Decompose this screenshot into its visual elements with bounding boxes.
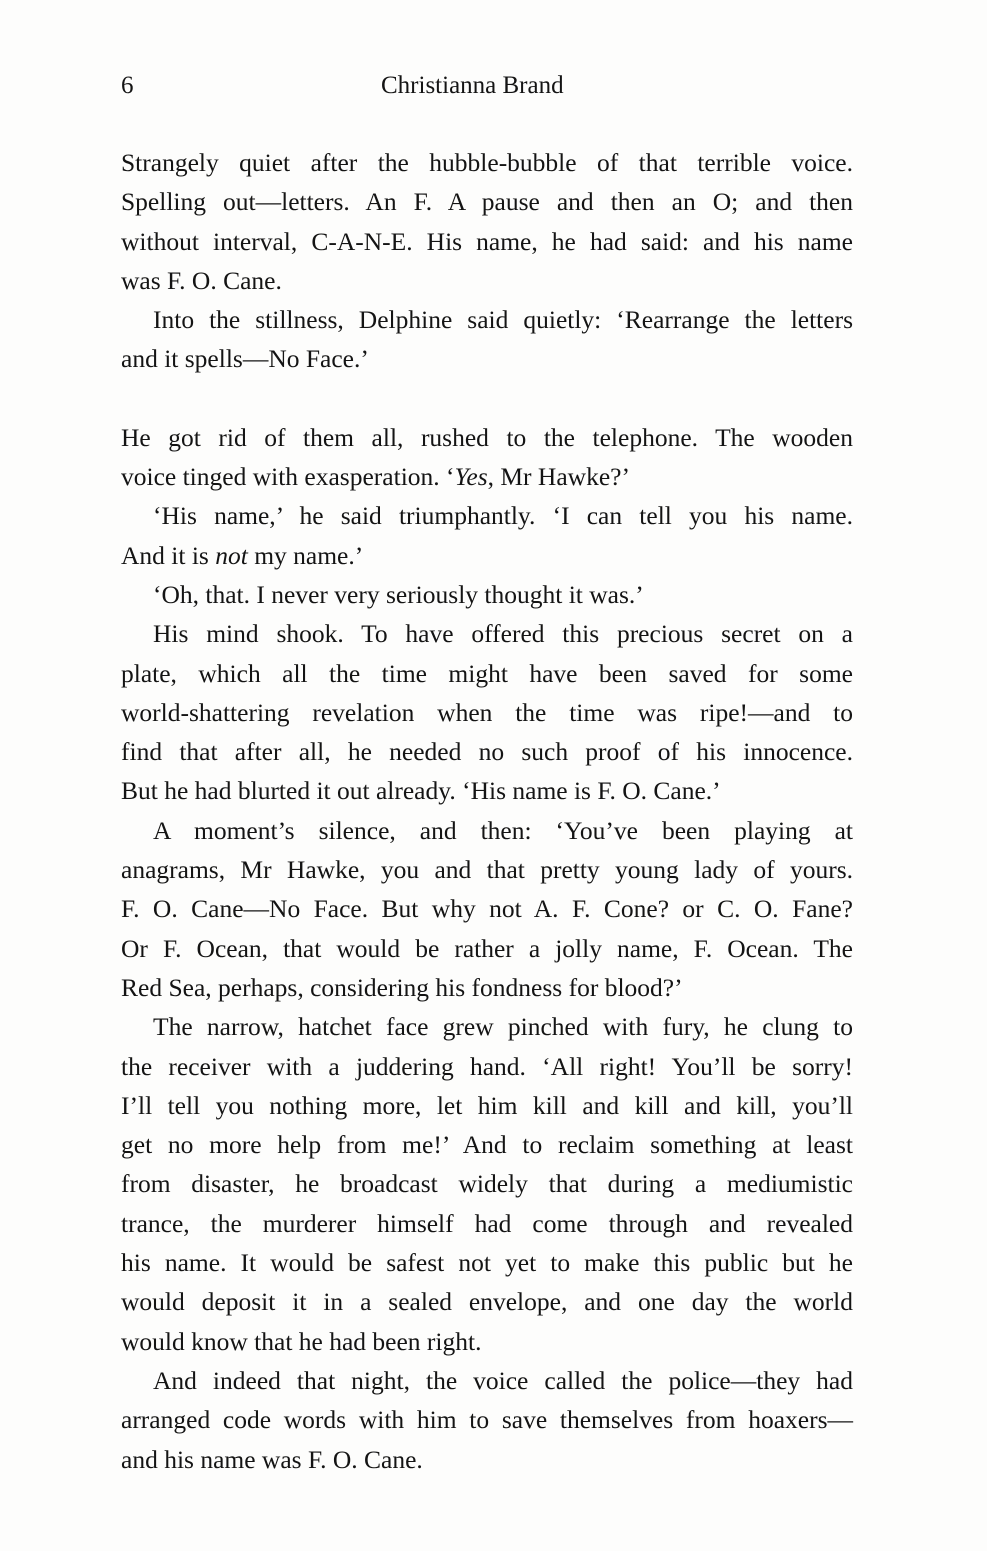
running-head: Christianna Brand	[381, 72, 564, 99]
text-line: Spelling out—letters. An F. A pause and then an O; and then	[121, 187, 853, 217]
paragraph	[121, 811, 853, 1007]
text-line: trance, the murderer himself had come through and revealed	[121, 1208, 853, 1238]
text-line: Into the stillness, Delphine said quietly: ‘Rearrange the letters	[153, 305, 853, 335]
paragraph	[121, 300, 853, 379]
text-line-italic-fragment: And it is not my name.’	[121, 540, 364, 570]
text-line: plate, which all the time might have been saved for some	[121, 658, 853, 688]
paragraph	[121, 614, 853, 810]
text-line: world-shattering revelation when the time was ripe!—and to	[121, 697, 853, 727]
paragraph	[121, 1361, 853, 1479]
text-line: He got rid of them all, rushed to the telephone. The wooden	[121, 422, 853, 452]
text-line: his name. It would be safest not yet to make this public but he	[121, 1248, 853, 1278]
text-line	[121, 536, 853, 575]
text-line: and his name was F. O. Cane.	[121, 1444, 423, 1474]
text-line: would deposit it in a sealed envelope, and one day the world	[121, 1287, 853, 1317]
text-line: ‘Oh, that. I never very seriously thought it was.’	[153, 579, 644, 609]
body-text	[121, 143, 853, 1479]
text-line: But he had blurted it out already. ‘His name is F. O. Cane.’	[121, 776, 721, 806]
text-line: A moment’s silence, and then: ‘You’ve been playing at	[153, 815, 853, 845]
paragraph	[121, 496, 853, 575]
paragraph	[121, 418, 853, 497]
text-line: without interval, C-A-N-E. His name, he had said: and his name	[121, 226, 853, 256]
text-line: F. O. Cane—No Face. But why not A. F. Cone? or C. O. Fane?	[121, 894, 853, 924]
text-line: And indeed that night, the voice called the police—they had	[153, 1365, 853, 1395]
text-line: Red Sea, perhaps, considering his fondness for blood?’	[121, 972, 683, 1002]
text-line: and it spells—No Face.’	[121, 344, 369, 374]
text-line	[121, 457, 853, 496]
text-line: from disaster, he broadcast widely that during a mediumistic	[121, 1169, 853, 1199]
paragraph	[121, 1007, 853, 1361]
paragraph	[121, 575, 853, 614]
text-line: Or F. Ocean, that would be rather a jolly name, F. Ocean. The	[121, 933, 853, 963]
text-line: ‘His name,’ he said triumphantly. ‘I can tell you his name.	[153, 501, 853, 531]
text-line: get no more help from me!’ And to reclaim something at least	[121, 1130, 853, 1160]
text-line: The narrow, hatchet face grew pinched with fury, he clung to	[153, 1012, 853, 1042]
text-line: was F. O. Cane.	[121, 265, 282, 295]
text-line: I’ll tell you nothing more, let him kill and kill and kill, you’ll	[121, 1090, 853, 1120]
paragraph	[121, 143, 853, 300]
text-line: anagrams, Mr Hawke, you and that pretty young lady of yours.	[121, 855, 853, 885]
text-line: the receiver with a juddering hand. ‘All right! You’ll be sorry!	[121, 1051, 853, 1081]
page-number: 6	[121, 72, 134, 99]
text-line: His mind shook. To have offered this precious secret on a	[153, 619, 853, 649]
text-line: would know that he had been right.	[121, 1326, 482, 1356]
text-line: arranged code words with him to save themselves from hoaxers—	[121, 1405, 853, 1435]
text-line-italic-fragment: voice tinged with exasperation. ‘Yes, Mr Hawke?’	[121, 462, 630, 492]
text-line: find that after all, he needed no such proof of his innocence.	[121, 737, 853, 767]
page-header	[121, 72, 853, 112]
text-line: Strangely quiet after the hubble-bubble of that terrible voice.	[121, 148, 853, 177]
